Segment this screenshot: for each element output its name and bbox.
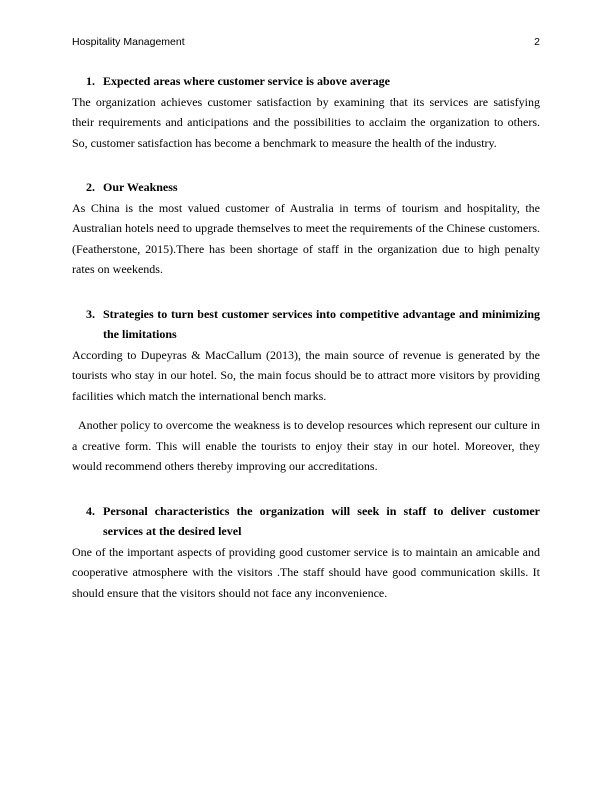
section-strategies xyxy=(72,304,540,477)
section-heading-text: Our Weakness xyxy=(103,180,178,194)
running-header-title: Hospitality Management xyxy=(72,36,185,48)
section-paragraph: The organization achieves customer satisfaction by examining that its services are satisfying their requirements and anticipations and the possibilities to acclaim the organization to others. So, customer satisfaction has become a benchmark to measure the health of the industry. xyxy=(72,94,540,150)
section-our-weakness xyxy=(72,177,540,280)
section-number: 1. xyxy=(86,74,95,88)
section-number: 3. xyxy=(86,306,95,321)
section-expected-areas xyxy=(72,71,540,153)
section-paragraph: As China is the most valued customer of Australia in terms of tourism and hospitality, the Australian hotels need to upgrade themselves to meet the requirements of the Chinese customers. (Featherstone, 2015).There has been shortage of staff in the organization due to high penalty rates on weekends. xyxy=(72,200,540,276)
document-body xyxy=(72,71,540,603)
section-personal-characteristics xyxy=(72,501,540,604)
section-number: 2. xyxy=(86,180,95,194)
section-heading xyxy=(72,71,540,92)
section-heading xyxy=(72,304,540,345)
section-heading xyxy=(72,177,540,198)
page-number: 2 xyxy=(534,36,540,48)
section-heading-text: Expected areas where customer service is above average xyxy=(103,74,390,88)
section-heading-text: Strategies to turn best customer services into competitive advantage and minimizing the limitations xyxy=(103,306,540,341)
section-number: 4. xyxy=(86,503,95,518)
section-heading xyxy=(72,501,540,542)
section-heading-text: Personal characteristics the organization will seek in staff to deliver customer services at the desired level xyxy=(103,503,540,538)
section-paragraph: One of the important aspects of providing good customer service is to maintain an amicable and cooperative atmosphere with the visitors .The staff should have good communication skills. It should ensure that the visitors should not face any inconvenience. xyxy=(72,544,540,600)
section-paragraph: Another policy to overcome the weakness is to develop resources which represent our culture in a creative form. This will enable the tourists to enjoy their stay in our hotel. Moreover, they would recommend others thereby improving our accreditations. xyxy=(72,418,540,473)
section-paragraph: According to Dupeyras & MacCallum (2013), the main source of revenue is generated by the tourists who stay in our hotel. So, the main focus should be to attract more visitors by providing facilities which match the international bench marks. xyxy=(72,347,540,403)
